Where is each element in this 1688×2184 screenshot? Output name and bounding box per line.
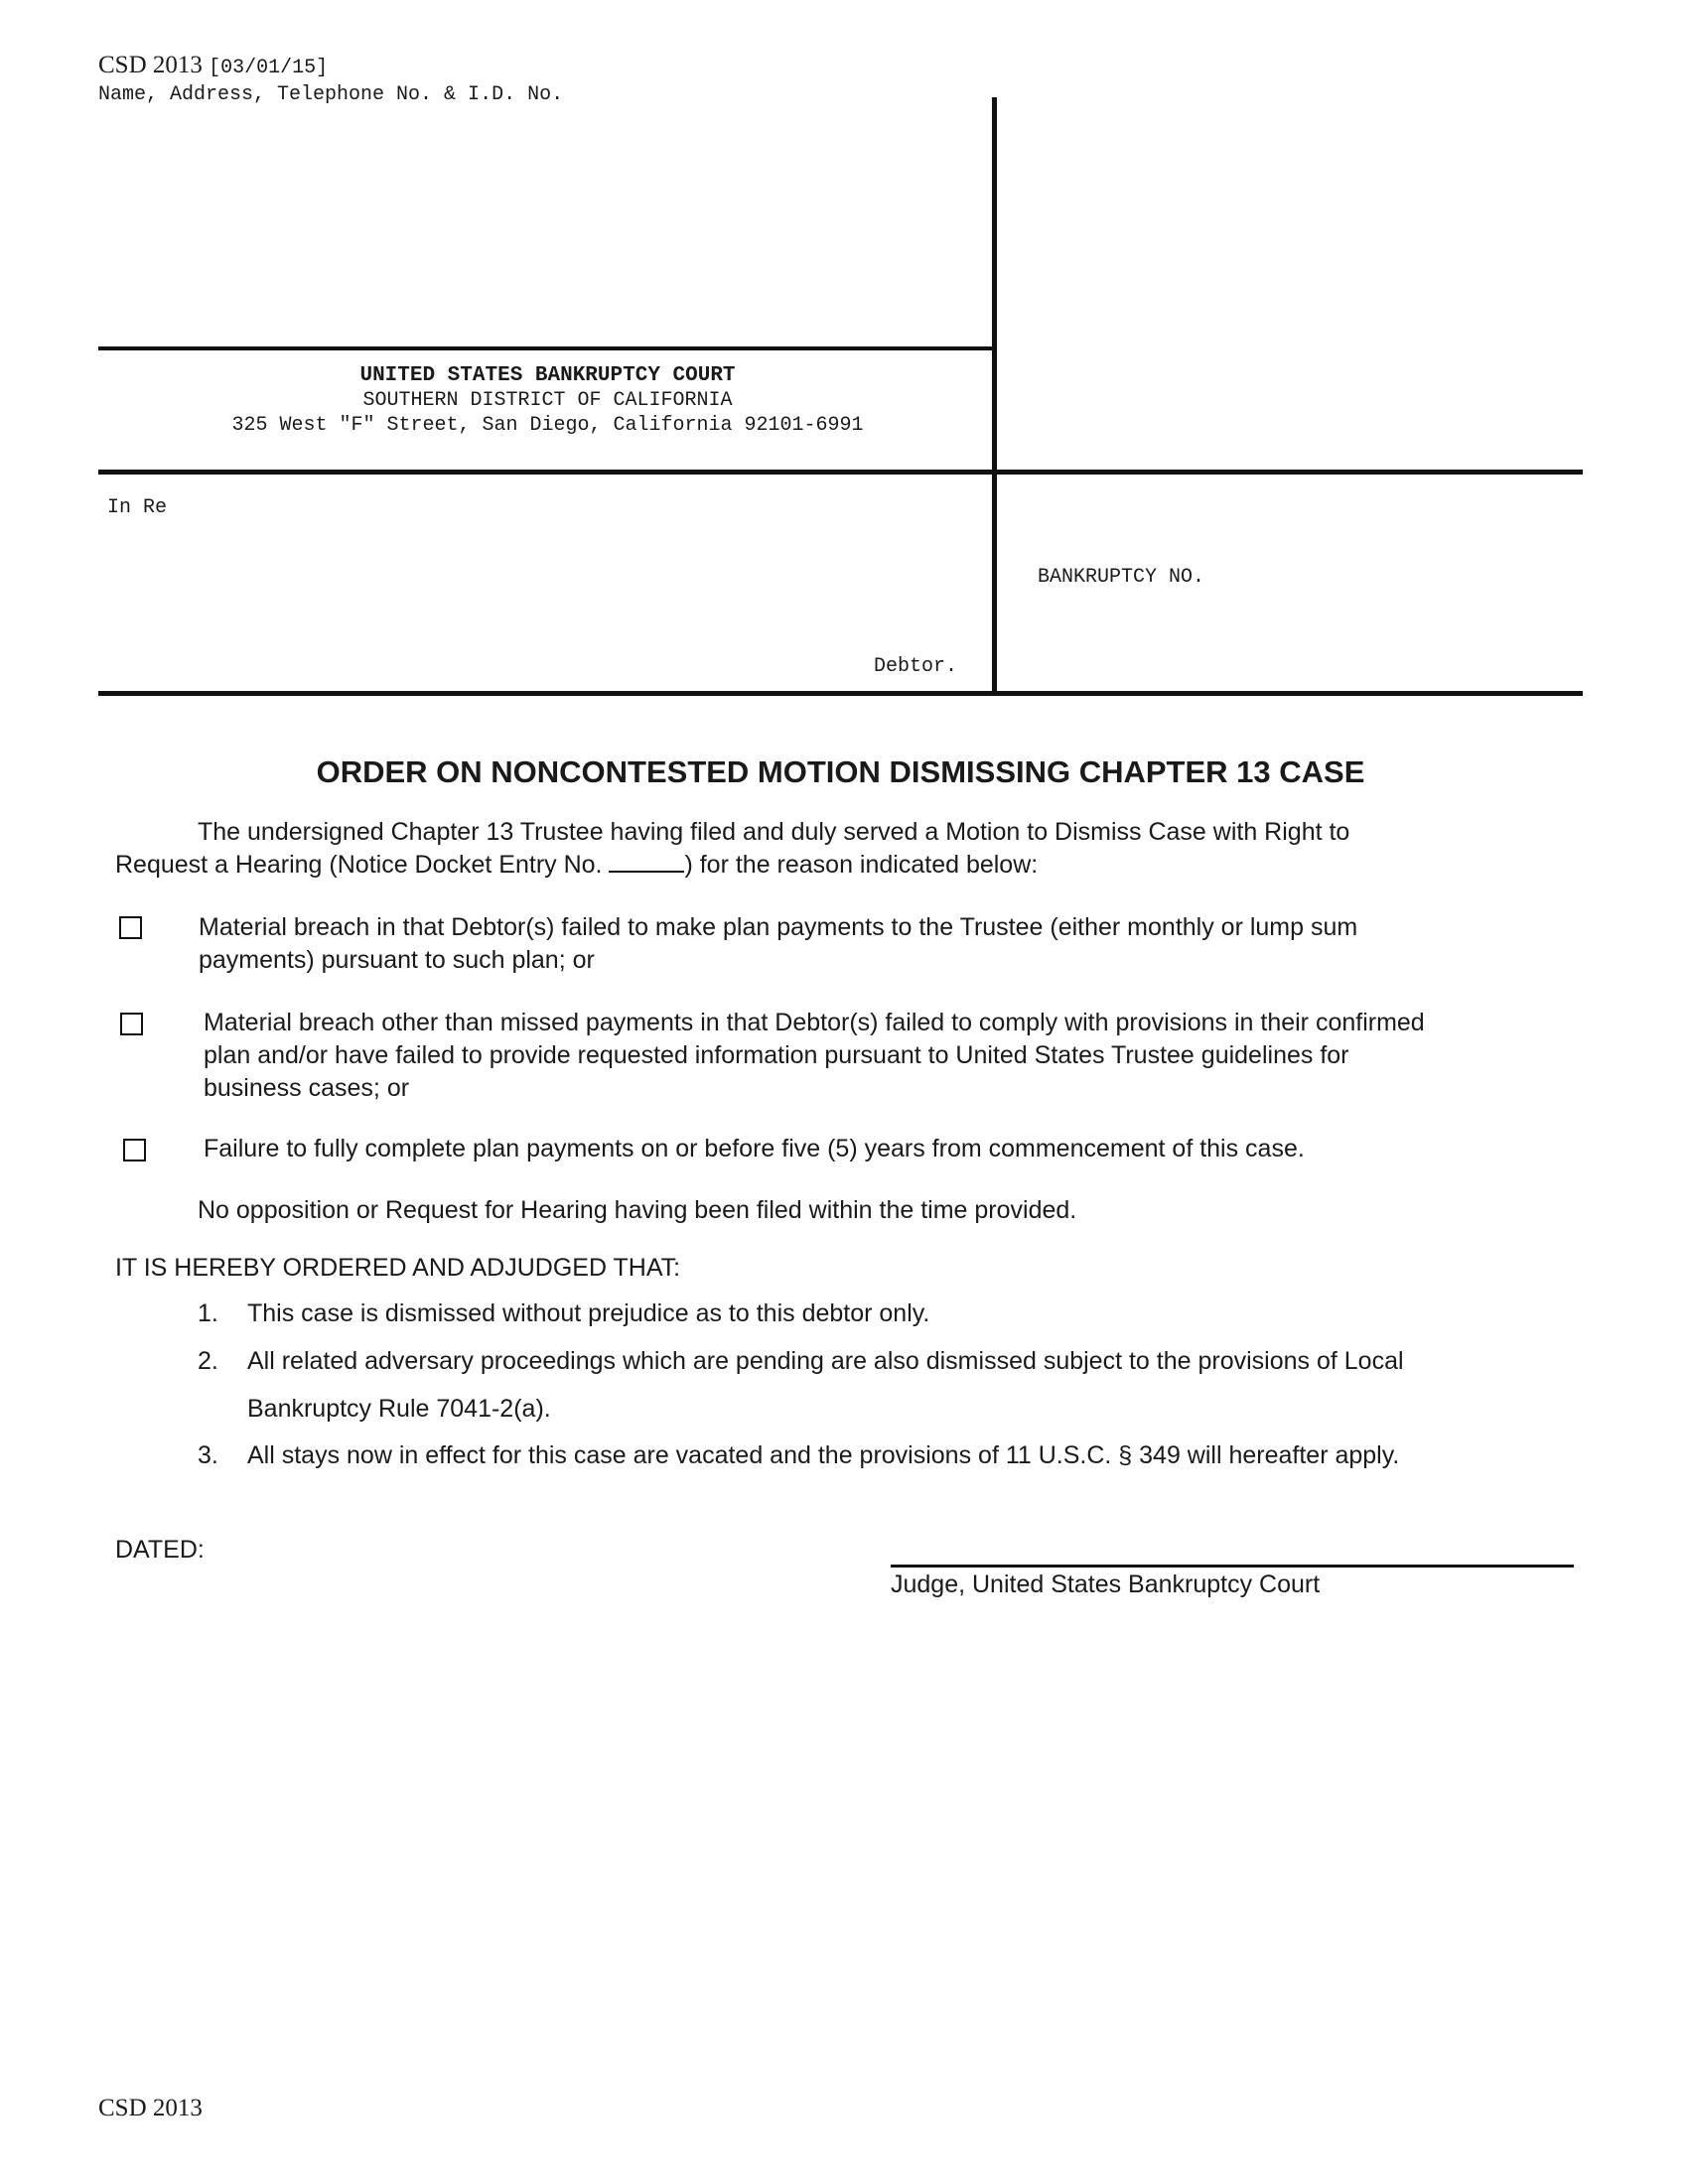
item-1-number: 1. [198, 1299, 218, 1327]
court-address: 325 West "F" Street, San Diego, California 92101-6991 [231, 414, 864, 437]
form-code-text: CSD 2013 [98, 52, 203, 78]
dated-label: DATED: [115, 1536, 205, 1564]
court-name: UNITED STATES BANKRUPTCY COURT [359, 364, 736, 387]
court-block [98, 363, 997, 438]
reason-3-line-1: Failure to fully complete plan payments on or before five (5) years from commencement of this case. [204, 1135, 1305, 1162]
caption-bottom-rule [98, 691, 1583, 696]
reason-2-checkbox[interactable] [120, 1013, 143, 1035]
bankruptcy-no-label: BANKRUPTCY NO. [1038, 566, 1205, 589]
item-3-text [247, 1432, 1399, 1479]
footer-form-code: CSD 2013 [98, 2095, 203, 2121]
court-top-rule [98, 346, 997, 350]
intro-line-2-after: ) for the reason indicated below: [684, 851, 1039, 879]
debtor-label: Debtor. [874, 655, 958, 678]
reason-1-checkbox[interactable] [119, 916, 142, 939]
ordered-heading: IT IS HEREBY ORDERED AND ADJUDGED THAT: [115, 1254, 681, 1282]
reason-2-line-3: business cases; or [204, 1074, 410, 1102]
intro-line-2 [115, 849, 1038, 882]
form-revision: [03/01/15] [209, 57, 329, 79]
item-2-line-2: Bankruptcy Rule 7041-2(a). [247, 1395, 551, 1423]
reason-2-line-2: plan and/or have failed to provide requested information pursuant to United States Trustee guidelines for [204, 1041, 1349, 1069]
form-code [98, 52, 328, 79]
docket-entry-blank[interactable] [609, 849, 684, 873]
address-label: Name, Address, Telephone No. & I.D. No. [98, 83, 564, 106]
reason-3-checkbox[interactable] [123, 1139, 146, 1161]
intro-line-1 [198, 816, 1349, 849]
item-2-line-1: All related adversary proceedings which are pending are also dismissed subject to the provisions of Local [247, 1347, 1404, 1375]
judge-signature-label: Judge, United States Bankruptcy Court [891, 1570, 1321, 1598]
reason-2-line-1: Material breach other than missed payments in that Debtor(s) failed to comply with provisions in their confirmed [204, 1009, 1425, 1036]
in-re-label: In Re [107, 496, 168, 519]
caption-mid-rule [98, 470, 1583, 475]
item-1-line-1: This case is dismissed without prejudice as to this debtor only. [247, 1299, 930, 1327]
item-1-text [247, 1290, 929, 1337]
court-district: SOUTHERN DISTRICT OF CALIFORNIA [362, 389, 733, 412]
intro-line-2-before: Request a Hearing (Notice Docket Entry No. [115, 851, 603, 879]
intro-line-1-text: The undersigned Chapter 13 Trustee having filed and duly served a Motion to Dismiss Case with Right to [198, 818, 1350, 846]
signature-line[interactable] [891, 1565, 1574, 1568]
reason-1-line-2: payments) pursuant to such plan; or [199, 946, 595, 974]
item-3-number: 3. [198, 1441, 218, 1469]
reason-1-text [199, 911, 1357, 977]
no-opposition-text: No opposition or Request for Hearing having been filed within the time provided. [198, 1196, 1077, 1224]
item-2-text [247, 1337, 1404, 1433]
reason-2-text [204, 1007, 1425, 1105]
order-title: ORDER ON NONCONTESTED MOTION DISMISSING CHAPTER 13 CASE [316, 754, 1365, 789]
reason-3-text [204, 1133, 1305, 1165]
reason-1-line-1: Material breach in that Debtor(s) failed to make plan payments to the Trustee (either monthly or lump sum [199, 913, 1358, 941]
item-3-line-1: All stays now in effect for this case are vacated and the provisions of 11 U.S.C. § 349 will hereafter apply. [247, 1441, 1400, 1469]
item-2-number: 2. [198, 1347, 218, 1375]
